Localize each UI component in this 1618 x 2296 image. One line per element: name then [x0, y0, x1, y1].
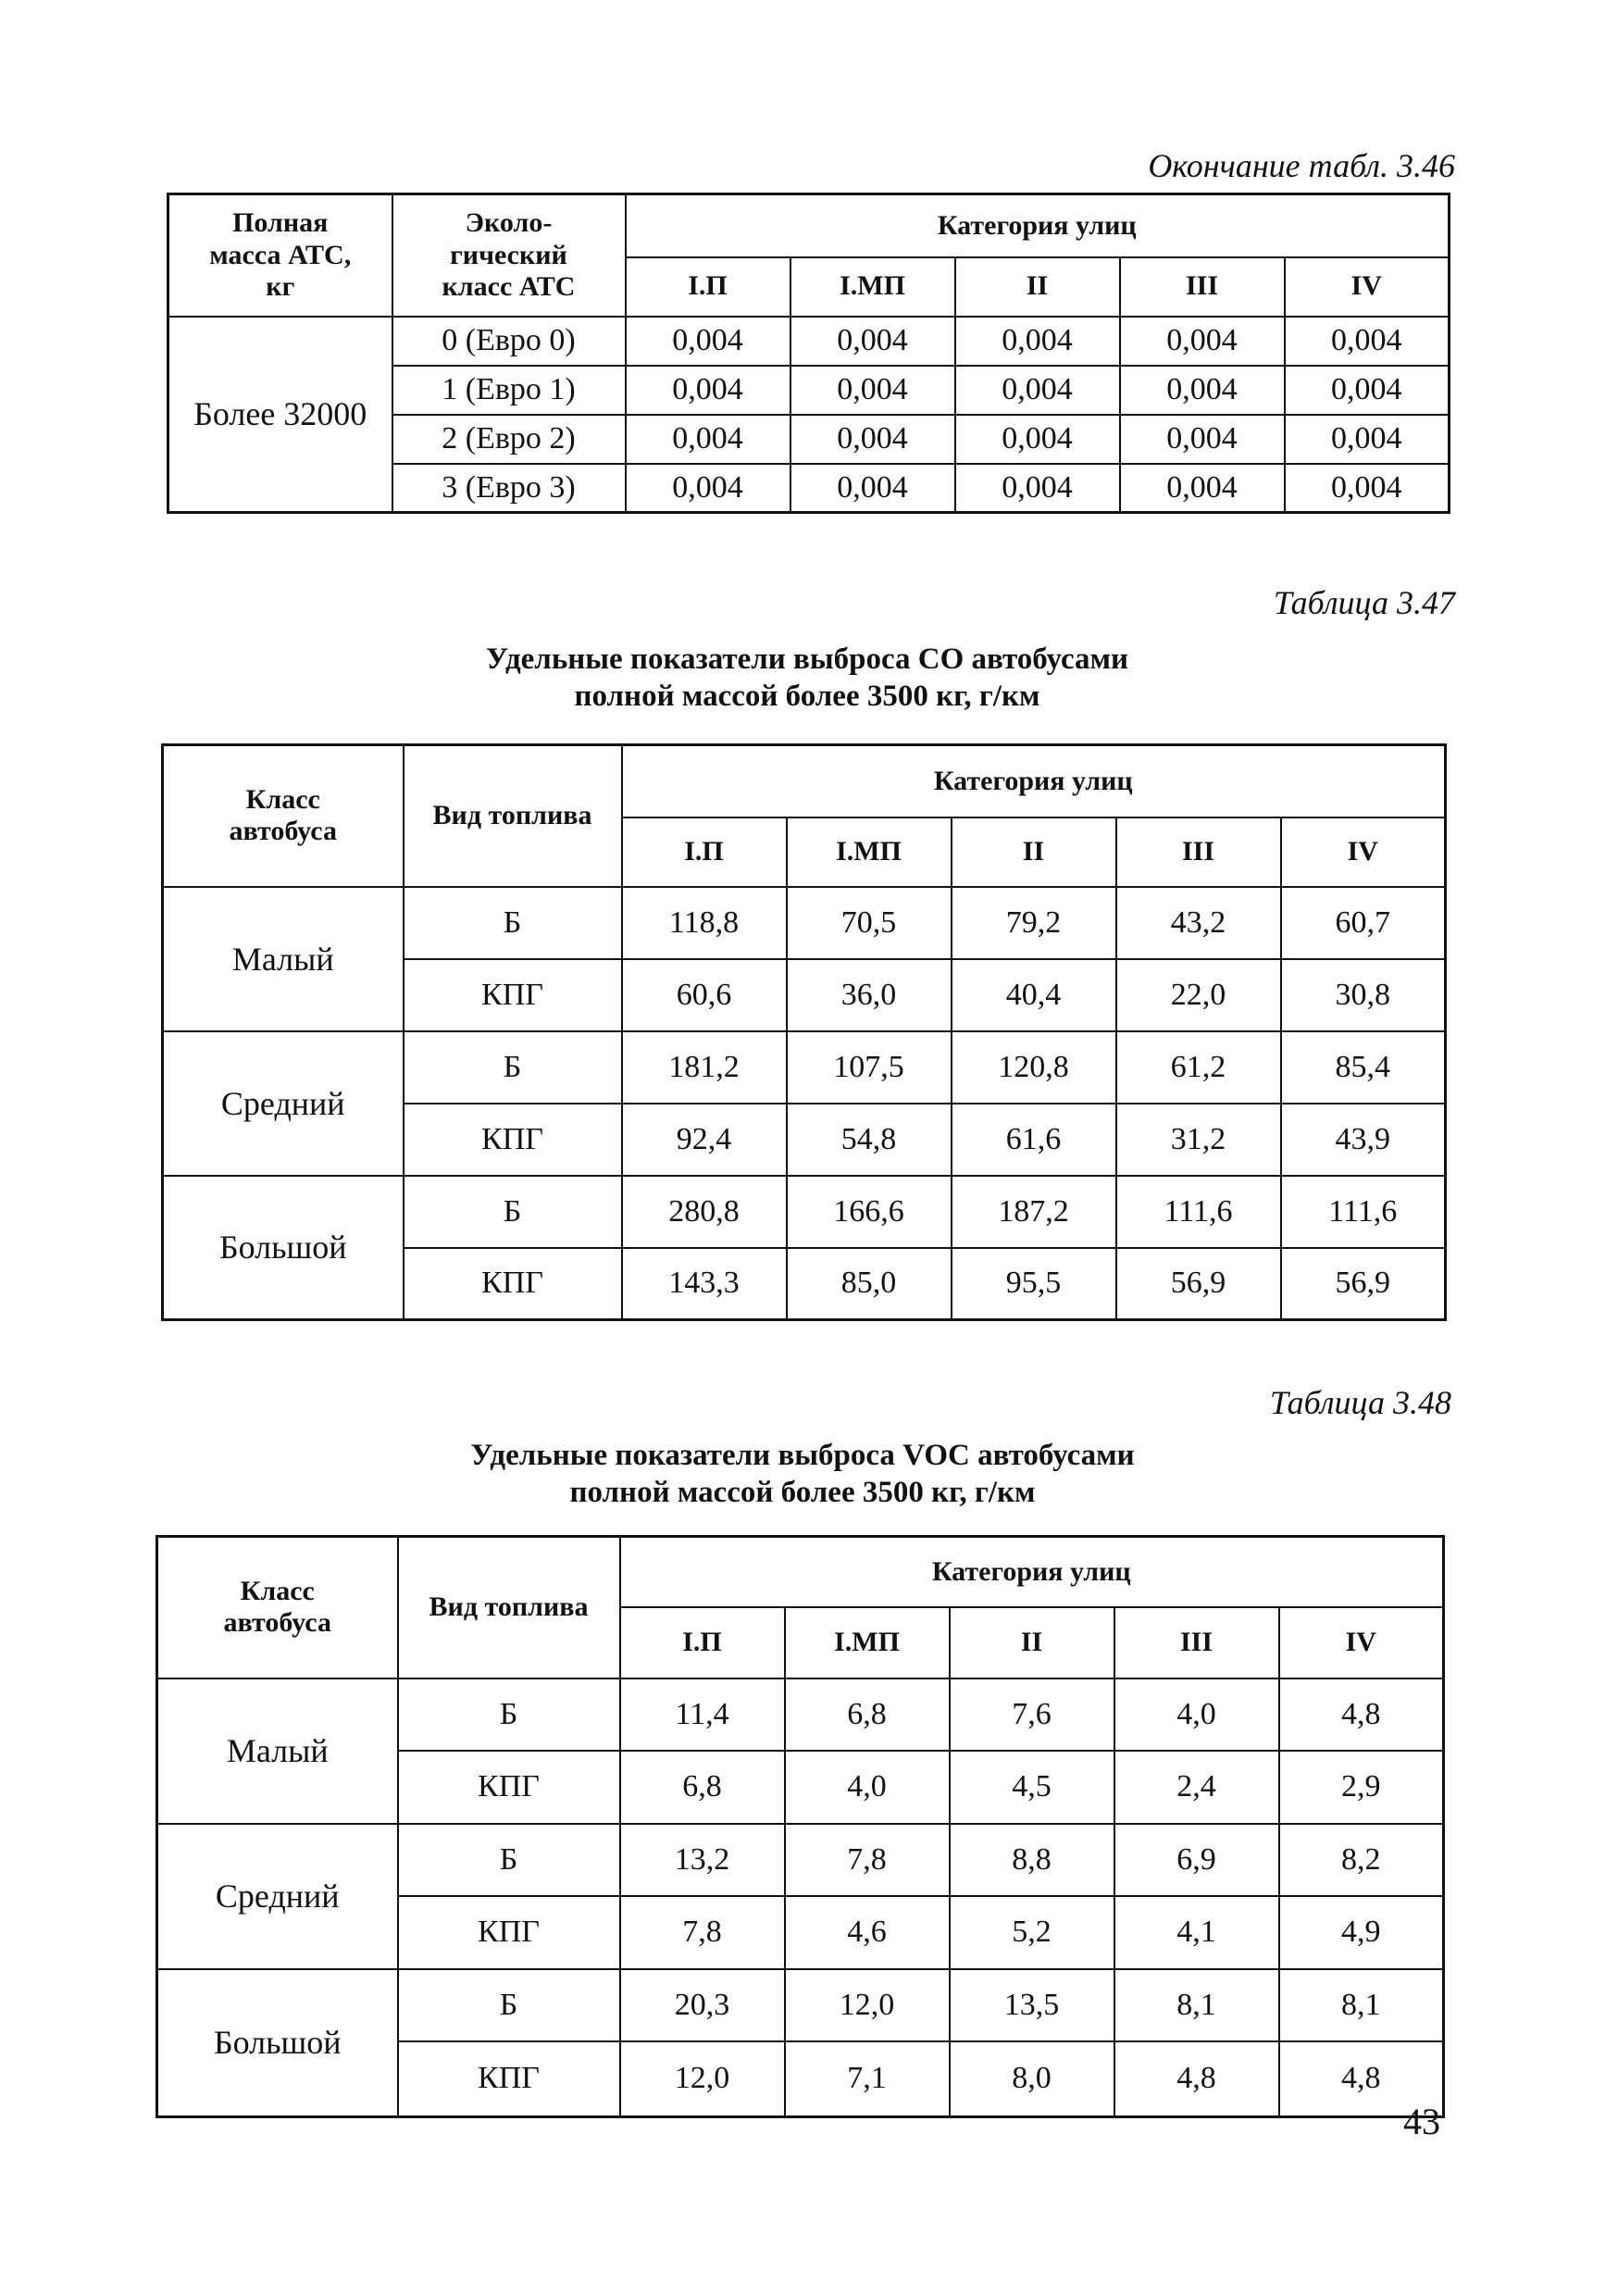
- value-cell: 0,004: [1120, 366, 1285, 415]
- fuel-cell: Б: [398, 1678, 620, 1751]
- value-cell: 22,0: [1116, 959, 1281, 1031]
- header-cat-3: III: [1114, 1607, 1279, 1678]
- value-cell: 0,004: [790, 415, 955, 464]
- header-cat-4: IV: [1285, 257, 1450, 317]
- value-cell: 4,8: [1114, 2041, 1279, 2117]
- eco-class-cell: 1 (Евро 1): [392, 366, 626, 415]
- table-row: [163, 1031, 1446, 1104]
- fuel-cell: КПГ: [398, 1896, 620, 1969]
- value-cell: 6,8: [620, 1751, 785, 1824]
- table-row: [157, 1824, 1444, 1896]
- value-cell: 7,1: [785, 2041, 950, 2117]
- value-cell: 0,004: [955, 317, 1120, 366]
- value-cell: 0,004: [1120, 464, 1285, 513]
- value-cell: 107,5: [787, 1031, 952, 1104]
- header-cat-3: III: [1116, 817, 1281, 887]
- value-cell: 95,5: [952, 1248, 1116, 1320]
- value-cell: 0,004: [955, 366, 1120, 415]
- value-cell: 11,4: [620, 1678, 785, 1751]
- value-cell: 7,8: [620, 1896, 785, 1969]
- bus-class-cell: Средний: [157, 1824, 398, 1969]
- header-cat-3: III: [1120, 257, 1285, 317]
- value-cell: 0,004: [1285, 415, 1450, 464]
- eco-class-cell: 0 (Евро 0): [392, 317, 626, 366]
- table-row: [157, 1678, 1444, 1751]
- value-cell: 0,004: [955, 415, 1120, 464]
- value-cell: 187,2: [952, 1176, 1116, 1248]
- value-cell: 181,2: [622, 1031, 787, 1104]
- value-cell: 4,8: [1279, 2041, 1444, 2117]
- header-category: Категория улиц: [622, 745, 1446, 817]
- value-cell: 61,2: [1116, 1031, 1281, 1104]
- table-3-48-title-line-2: полной массой более 3500 кг, г/км: [569, 1476, 1036, 1510]
- value-cell: 0,004: [1120, 415, 1285, 464]
- eco-class-cell: 3 (Евро 3): [392, 464, 626, 513]
- value-cell: 6,9: [1114, 1824, 1279, 1896]
- header-fuel: Вид топлива: [398, 1537, 620, 1678]
- value-cell: 43,2: [1116, 887, 1281, 959]
- fuel-cell: Б: [404, 887, 622, 959]
- value-cell: 7,6: [950, 1678, 1114, 1751]
- value-cell: 36,0: [787, 959, 952, 1031]
- eco-class-cell: 2 (Евро 2): [392, 415, 626, 464]
- value-cell: 0,004: [1285, 317, 1450, 366]
- bus-class-cell: Малый: [157, 1678, 398, 1824]
- table-3-46: [167, 193, 1450, 514]
- value-cell: 8,8: [950, 1824, 1114, 1896]
- fuel-cell: Б: [404, 1031, 622, 1104]
- fuel-cell: Б: [398, 1824, 620, 1896]
- value-cell: 70,5: [787, 887, 952, 959]
- value-cell: 0,004: [790, 464, 955, 513]
- fuel-cell: Б: [404, 1176, 622, 1248]
- value-cell: 0,004: [626, 366, 790, 415]
- table-row: [168, 317, 1450, 366]
- value-cell: 8,2: [1279, 1824, 1444, 1896]
- table-3-46-caption: Окончание табл. 3.46: [1148, 147, 1455, 184]
- value-cell: 4,9: [1279, 1896, 1444, 1969]
- table-3-47: [161, 743, 1447, 1321]
- fuel-cell: КПГ: [398, 1751, 620, 1824]
- table-row: [163, 887, 1446, 959]
- value-cell: 0,004: [626, 317, 790, 366]
- header-category: Категория улиц: [626, 194, 1450, 257]
- value-cell: 0,004: [1285, 366, 1450, 415]
- value-cell: 111,6: [1281, 1176, 1446, 1248]
- table-row: [163, 1176, 1446, 1248]
- value-cell: 56,9: [1281, 1248, 1446, 1320]
- value-cell: 0,004: [790, 366, 955, 415]
- value-cell: 7,8: [785, 1824, 950, 1896]
- value-cell: 4,0: [1114, 1678, 1279, 1751]
- value-cell: 4,8: [1279, 1678, 1444, 1751]
- value-cell: 92,4: [622, 1104, 787, 1176]
- bus-class-cell: Малый: [163, 887, 404, 1031]
- value-cell: 166,6: [787, 1176, 952, 1248]
- value-cell: 13,5: [950, 1969, 1114, 2041]
- value-cell: 85,4: [1281, 1031, 1446, 1104]
- value-cell: 0,004: [1285, 464, 1450, 513]
- value-cell: 12,0: [785, 1969, 950, 2041]
- table-3-47-caption: Таблица 3.47: [1273, 584, 1455, 621]
- value-cell: 40,4: [952, 959, 1116, 1031]
- value-cell: 8,0: [950, 2041, 1114, 2117]
- value-cell: 54,8: [787, 1104, 952, 1176]
- header-cat-2: II: [955, 257, 1120, 317]
- value-cell: 61,6: [952, 1104, 1116, 1176]
- header-cat-4: IV: [1281, 817, 1446, 887]
- header-eco-class: Эколо- гический класс АТС: [392, 194, 626, 317]
- value-cell: 31,2: [1116, 1104, 1281, 1176]
- value-cell: 143,3: [622, 1248, 787, 1320]
- value-cell: 111,6: [1116, 1176, 1281, 1248]
- table-3-48-title-line-1: Удельные показатели выброса VOC автобусами: [470, 1439, 1135, 1472]
- value-cell: 20,3: [620, 1969, 785, 2041]
- table-3-48: [156, 1535, 1445, 2118]
- header-cat-4: IV: [1279, 1607, 1444, 1678]
- value-cell: 56,9: [1116, 1248, 1281, 1320]
- header-cat-1p: I.П: [622, 817, 787, 887]
- header-cat-2: II: [952, 817, 1116, 887]
- value-cell: 0,004: [626, 464, 790, 513]
- value-cell: 8,1: [1279, 1969, 1444, 2041]
- table-3-47-title-line-1: Удельные показатели выброса СО автобусами: [485, 643, 1129, 676]
- value-cell: 0,004: [790, 317, 955, 366]
- fuel-cell: КПГ: [404, 1248, 622, 1320]
- value-cell: 280,8: [622, 1176, 787, 1248]
- header-bus-class: Класс автобуса: [157, 1537, 398, 1678]
- value-cell: 30,8: [1281, 959, 1446, 1031]
- table-3-48-caption: Таблица 3.48: [1269, 1384, 1451, 1421]
- value-cell: 13,2: [620, 1824, 785, 1896]
- table-3-48-title: [161, 1437, 1444, 1512]
- header-cat-1mp: I.МП: [787, 817, 952, 887]
- value-cell: 0,004: [955, 464, 1120, 513]
- header-cat-1p: I.П: [626, 257, 790, 317]
- value-cell: 2,4: [1114, 1751, 1279, 1824]
- value-cell: 60,7: [1281, 887, 1446, 959]
- bus-class-cell: Большой: [157, 1969, 398, 2117]
- value-cell: 85,0: [787, 1248, 952, 1320]
- value-cell: 4,0: [785, 1751, 950, 1824]
- fuel-cell: КПГ: [398, 2041, 620, 2117]
- value-cell: 0,004: [1120, 317, 1285, 366]
- value-cell: 12,0: [620, 2041, 785, 2117]
- fuel-cell: Б: [398, 1969, 620, 2041]
- header-cat-1p: I.П: [620, 1607, 785, 1678]
- group-label: Более 32000: [168, 317, 392, 513]
- page-number: 43: [1403, 2101, 1440, 2142]
- value-cell: 5,2: [950, 1896, 1114, 1969]
- table-row: [157, 1969, 1444, 2041]
- value-cell: 2,9: [1279, 1751, 1444, 1824]
- value-cell: 79,2: [952, 887, 1116, 959]
- value-cell: 60,6: [622, 959, 787, 1031]
- value-cell: 120,8: [952, 1031, 1116, 1104]
- table-3-47-title-line-2: полной массой более 3500 кг, г/км: [574, 680, 1040, 714]
- value-cell: 118,8: [622, 887, 787, 959]
- value-cell: 4,6: [785, 1896, 950, 1969]
- bus-class-cell: Большой: [163, 1176, 404, 1320]
- value-cell: 4,5: [950, 1751, 1114, 1824]
- value-cell: 43,9: [1281, 1104, 1446, 1176]
- header-cat-1mp: I.МП: [785, 1607, 950, 1678]
- table-3-47-title: [167, 641, 1448, 716]
- header-fuel: Вид топлива: [404, 745, 622, 887]
- value-cell: 8,1: [1114, 1969, 1279, 2041]
- fuel-cell: КПГ: [404, 959, 622, 1031]
- bus-class-cell: Средний: [163, 1031, 404, 1176]
- value-cell: 0,004: [626, 415, 790, 464]
- value-cell: 4,1: [1114, 1896, 1279, 1969]
- header-bus-class: Класс автобуса: [163, 745, 404, 887]
- header-cat-1mp: I.МП: [790, 257, 955, 317]
- header-mass: Полная масса АТС, кг: [168, 194, 392, 317]
- header-category: Категория улиц: [620, 1537, 1444, 1607]
- fuel-cell: КПГ: [404, 1104, 622, 1176]
- value-cell: 6,8: [785, 1678, 950, 1751]
- header-cat-2: II: [950, 1607, 1114, 1678]
